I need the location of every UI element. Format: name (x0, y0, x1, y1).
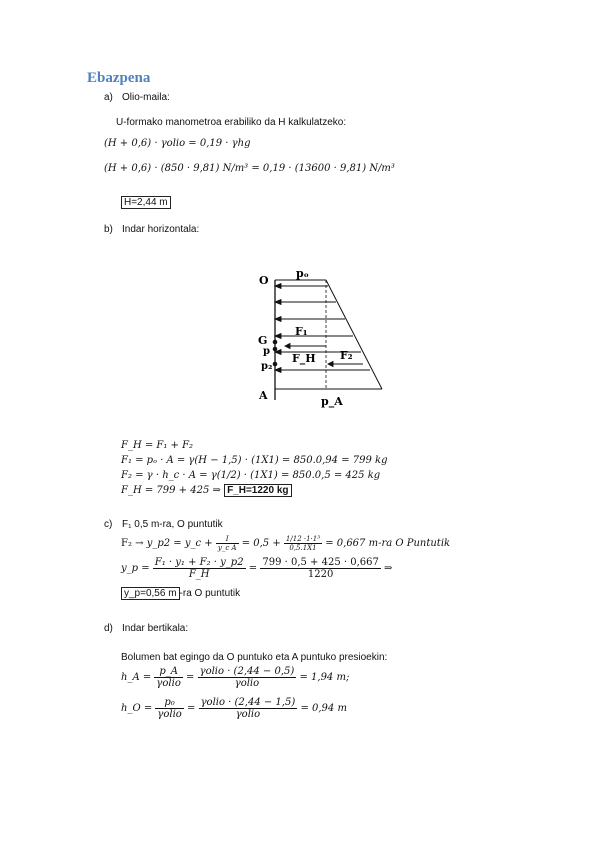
label-o: O (259, 274, 269, 287)
equation-b4-text: F_H = 799 + 425 ⇒ (121, 485, 221, 496)
label-po: pₒ (296, 267, 309, 280)
eq-c1-frac1: $\frac{I}{\text{y\_c A}}$ (217, 535, 237, 552)
pressure-diagram (250, 262, 390, 412)
equation-c1 (121, 535, 450, 552)
marker-a: a) (104, 92, 113, 103)
intro-a: U-formako manometroa erabiliko da H kalkulatzeko: (116, 117, 347, 128)
marker-c: c) (104, 519, 113, 530)
title-c: F₁ 0,5 m-ra, O puntutik (122, 519, 223, 530)
eq-c2-eq: = (248, 563, 258, 574)
eq-c1-frac2: $\frac{\text{1/12 ·1·1³}}{0,5.1X1}$ (285, 535, 321, 552)
marker-d: d) (104, 623, 113, 634)
eq-d2-res: = 0,94 m (300, 703, 347, 714)
eq-c2-arrow: ⇒ (384, 563, 393, 574)
equation-a2: (H + 0,6) · (850 · 9,81) N/m³ = 0,19 · (13600 · 9,81) N/m³ (104, 163, 395, 174)
equation-b3: F₂ = γ · h_c · A = γ(1/2) · (1X1) = 850.0,5 = 425 kg (121, 470, 381, 481)
label-p2: p₂ (261, 361, 273, 372)
eq-c2-frac2: $\frac{799 \cdot 0,5 + 425 \cdot 0,667}{1220}$ (262, 557, 379, 580)
slope-line (326, 280, 382, 389)
eq-d2-frac2: $\frac{\text{γolio · (2,44 − 1,5)}}{\text{γolio}}$ (200, 697, 296, 720)
eq-c2-lhs: y_p = (121, 563, 150, 574)
equation-b2: F₁ = pₒ · A = γ(H − 1,5) · (1X1) = 850.0,94 = 799 kg (121, 455, 388, 466)
eq-d1-lhs: h_A = (121, 672, 152, 683)
eq-d1-frac2: $\frac{\text{γolio · (2,44 − 0,5)}}{\text{γolio}}$ (199, 666, 295, 689)
eq-d2-lhs: h_O = (121, 703, 153, 714)
title-d: Indar bertikala: (122, 623, 189, 634)
label-pa: p_A (321, 395, 343, 408)
equation-a1: (H + 0,6) · γolio = 0,19 · γhg (104, 138, 251, 149)
eq-c1-c: = 0,667 m-ra O Puntutik (325, 538, 451, 549)
label-a: A (259, 389, 268, 402)
point-p2 (273, 362, 278, 367)
label-p: p (263, 346, 270, 357)
label-fh: F_H (292, 352, 316, 365)
result-c-box: y_p=0,56 m (121, 587, 180, 600)
section-heading: Ebazpena (87, 70, 151, 86)
equation-d1 (121, 666, 349, 689)
title-a: Olio-maila: (122, 92, 170, 103)
equation-b4 (121, 485, 292, 496)
label-f2: F₂ (340, 349, 353, 362)
eq-c1-a: y_p2 = y_c + (146, 538, 213, 549)
eq-c1-b: = 0,5 + (241, 538, 281, 549)
label-f1: F₁ (295, 325, 308, 338)
title-b: Indar horizontala: (122, 224, 200, 235)
eq-d1-eq: = (186, 672, 195, 683)
result-b-box: F_H=1220 kg (224, 484, 291, 497)
eq-d2-frac1: $\frac{\text{p₀}}{\text{γolio}}$ (157, 697, 182, 720)
equation-b1: F_H = F₁ + F₂ (121, 440, 194, 451)
equation-c2 (121, 557, 392, 580)
pressure-arrows (275, 284, 370, 373)
result-a-box: H=2,44 m (121, 196, 171, 209)
result-c-line (121, 588, 240, 599)
eq-c2-frac1: $\frac{\text{F₁ · y₁ + F₂ · y\_p2}}{F\_H}$ (154, 557, 244, 580)
eq-d1-frac1: $\frac{p\_A}{\text{γolio}}$ (156, 666, 181, 689)
point-g (273, 340, 278, 345)
eq-d1-res: = 1,94 m; (299, 672, 350, 683)
label-g: G (258, 334, 268, 347)
equation-d2 (121, 697, 347, 720)
marker-b: b) (104, 224, 113, 235)
intro-d: Bolumen bat egingo da O puntuko eta A puntuko presioekin: (121, 652, 388, 663)
eq-c1-pre: F₂ → (121, 538, 144, 549)
eq-d2-eq: = (187, 703, 196, 714)
result-c-tail: -ra O puntutik (179, 588, 241, 599)
point-p (273, 347, 278, 352)
